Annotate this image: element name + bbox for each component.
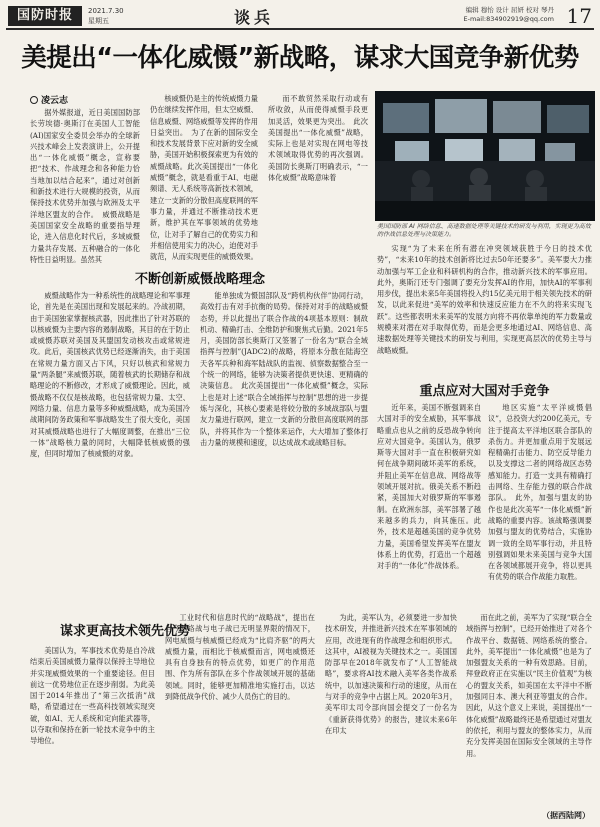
article-column-3 [268,93,368,265]
article-column-8 [488,402,592,600]
article-column-5 [200,290,368,602]
article-column-6 [377,243,592,366]
paragraph: 核威慑仍是主的传统威慑力量仍在继续发挥作用，但太空威慑、信息威慑、网络威慑等发挥的作用日益突出。 为了在新的国际安全和技术发展背景下应对新的安全威胁，美国开始积极探索更为有效的威慑战略。此次美国提出“一体化威慑”概念，就是看重于AI、电磁频谱、无人系统等高新技术领域，建立一支新的分散但高度联网的军事力量，并通过不断推动技术更新，维护其在军事领域的优势地位，让对手了解自己的优势实力和并相信使用实力的决心，迫使对手就范，从而实现更佳的威慑效果。 [150,94,258,262]
page-title: 美提出“一体化威慑”新战略，谋求大国竞争新优势 [21,43,579,73]
article-column-4 [30,290,190,602]
article-source: （据西陆网） [542,810,590,820]
paragraph: 美国认为，军事技术优势是自冷战结束后美国威慑力量得以保持主导地位并实现威慑效果的一个重要途径。但目前这一优势地位正在逐步削弱。为此美国于2014年推出了“第三次抵消”战略，希望通过在一些高科技领域实现突破，如AI、无人系统和定向能武器等，以夺取和保持在新一轮技术竞争中的主导地位。 [30,646,155,746]
editor-credits [464,6,555,24]
paragraph: 为此，美军认为，必须要进一步加快技术研发，并推进新兴技术在军事领域的应用，改进现有的作战理念和组织形式。这其中，AI被视为关键技术之一。美国国防部早在2018年就发布了“人工智能战略”，要求将AI技术融入美军各类作战系统中，以加速决策和行动的速度，从而在与对手的竞争中占据上风。2020年3月，美军印太司令部向国会提交了一份名为《重新获得优势》的报告，建议未来6年在印太 [325,613,457,735]
page-number: 17 [566,4,592,28]
article-column-7 [377,402,481,600]
article-column-10 [165,612,315,812]
issue-date [88,6,124,26]
article-column-9 [30,645,155,810]
paragraph: 工业时代和信息时代的“战略战”，提出在当今网络战与电子战已无明显界限的情况下，网电威慑与核威慑已经成为“比肩齐驱”的两大威慑力量，而相比于核威慑而言，网电威慑还具有自身独有的特点优势，如更广的作用范围、作为所有部队在多个作战领域开展的基础领域。同时，能够更加精准地实施打击，以达到降低战争代价、减少人员伤亡的目的。 [165,613,315,702]
author-bullet-icon [30,96,38,104]
weekday-text: 星期五 [88,17,109,25]
author-byline [30,93,68,106]
paragraph: 近年来，美国不断强调来自大国对手的安全威胁，其军事战略重点也从之前的反恐战争转向应对大国竞争。美国认为，俄罗斯等大国对手一直在积极研究如何在战争期间破坏美军的系统，并阻止美军在信息战、网络战等领域开展对抗。俄美关系不断趋紧，美国加大对俄罗斯的军事遏制。在欧洲东部，美军部署了越来越多的兵力，向其施压。此外，技术是超越美国的竞争优势力量，美国希望发挥美军在盟友体系上的优势，打造出一个超越对手的“一体化”作战体系。 [377,403,481,571]
paragraph: 而不敢贸然采取行动或有所收敛，从而使得威慑手段更加灵活，效果更为突出。 此次美国提出“一体化威慑”战略，实际上也是对实现在网电等技术领域取得优势的再次强调。美国防长奥斯汀明确表示，“一体化威慑”战略意味着 [268,94,368,183]
paragraph: 实现“为了未来在所有潜在冲突领域获胜于今日的技术优势”，“未来10年的技术创新将比过去50年还要多”。美军要大力推动加强与军工企业和科研机构的合作，推动新兴技术的军事应用。此外，奥斯汀还专门强调了要充分发挥AI的作用，加快AI的军事利用步伐，提出未来5年美国将投入约15亿美元用于相关领先技术的研发，以此来促进“美军的效率和快速反应能力在不久的将来实现飞跃”。这些都表明未来美军的发展方向将不再依靠单纯的军力数量或规模来对潜在对手取得优势，而是会更多地通过AI、网络信息、高速数据处理等关键技术的研发与利用，实现更高层次的优势主导与战略威慑。 [377,244,592,355]
editors-text: 编辑 穆怡 设计 屈妍 校对 琴丹 [465,6,554,14]
date-text: 2021.7.30 [88,7,124,15]
subheading-3: 谋求更高技术领先优势 [59,624,190,639]
paragraph: 能单独成为慑国部队及“跨机构伙伴”协同行动，高效打击有对手抗衡的局势。保持对对手的战略威慑态势，并以此提出了联合作战的4项基本原则：制敌机动、精确打击、全维防护和聚焦式后勤。2021年5月，美国防部长奥斯汀又签署了一份名为“联合全域指挥与控制”(JADC2)的战略，将原本分散在陆海空天各军兵种和海军陆战队的监视、侦察数据整合至一个统一的网络，能够为决策者提供更快速、更精确的决策信息。 此次美国提出“一体化威慑”概念，实际上也是对上述“联合全域指挥与控制”思想的进一步提炼与深化，其核心要素是将较分散的多域战部队与盟友力量进行联网，建立一支新的分散但高度联网的部队，并将其作为一个整体来运作，大大增加了整体打击力量的规模和速度，以达成战术或战略目标。 [200,291,368,447]
masthead [6,4,594,30]
section-title: 谈兵 [234,8,275,27]
article-column-12 [466,612,592,802]
subheading-2: 重点应对大国对手竞争 [419,384,550,399]
paragraph: 而在此之前，美军为了实现“联合全域指挥与控制”，已经开始推进了对各个作战平台、数据链、网络系统的整合。此外，美军提出“一体化威慑”也是为了加强盟友关系的一种有效思路。目前，拜登政府正在实施以“民主价值观”为核心的盟友关系，如美国在太平洋中不断加强同日本、澳大利亚等盟友的合作。因此，从这个意义上来说，美国提出“一体化威慑”战略最终还是希望通过对盟友的依托，利用与盟友的整体实力，从而充分发挥美国在国际安全领域的主导作用。 [466,613,592,758]
paragraph: 威慑战略作为一种系统性的战略理论和军事理论，首先是在美国出现和发展起来的。冷战初期，由于美国独家掌握核武器，因此推出了针对苏联的以核威慑为主要内容的遏制战略，其目的在于防止或威慑苏联对美国及其盟国发动核攻击或常规进攻。此后，美国核武优势已经逐渐消失，由于美国在常规力量方面又占下风，只好以核武和常规力量“两条腿”来威慑苏联，随着核武的长期储存和战略理论的不断修改，才形成了威慑理论。因此，威慑战略不仅仅是核战略，也包括常规力量、太空、网络力量、信息力量等多种威慑战略，成为美国冷战期间防务政策和军事战略发生了很大变化，美国对其威慑战略也进行了大幅度调整，在推出“三位一体”战略核力量的同时，大幅降低核威慑的强度，但同时增加了核威慑的对象。 [30,291,190,459]
article-column-11 [325,612,457,812]
email-text: E-mail:834902919@qq.com [463,15,554,23]
paragraph: 地区实施“太平洋威慑倡议”，总投资大约200亿美元，专注于提高太平洋地区联合部队的杀伤力。并更加重点用于发展远程精确打击能力、防空反导能力以及支撑这二者的网络战区态势感知能力。打造一支具有精确打击网络、生存能力强的联合作战部队。 此外，加强与盟友的协作也是此次美军“一体化威慑”新战略的重要内容。该战略强调要加强与盟友的优势结合，实施协调一致的全局军事行动，并且特别强调如果未来美国与竞争大国在各领域都展开竞争，将以更具有优势的联合作战能力取胜。 [488,403,592,582]
article-column-2 [150,93,258,262]
subheading-1: 不断创新威慑战略理念 [134,272,265,287]
article-photo [375,91,595,221]
control-room-image [375,91,595,221]
photo-caption: 美国国防部 AI 网络信息、高速数据处理等关键技术的研发与利用，实现更为高效的作战信息处理与决策能力。 [377,223,591,238]
article-column-1 [30,107,140,264]
paragraph: 据外媒报道，近日美国国防部长劳埃德·奥斯汀在美国人工智能(AI)国家安全委员会举办的全球新兴技术峰会上发表演讲上，公开提出“一体化威慑”概念，宣称要把“技术、作战理念和各种能力恰当地加以结合起来”，通过对创新和新技术进行大规模的投资，从而保持技术优势并加强与欧洲及太平洋地区盟友的合作。 威慑战略是美国国家安全战略的重要指导理论，进入信息化时代后，多域威慑力量共存发展、五种融合的一体化特性日益明显。虽然其 [30,108,140,264]
author-name: 凌云志 [41,96,69,106]
newspaper-logo: 国防时报 [8,6,82,26]
